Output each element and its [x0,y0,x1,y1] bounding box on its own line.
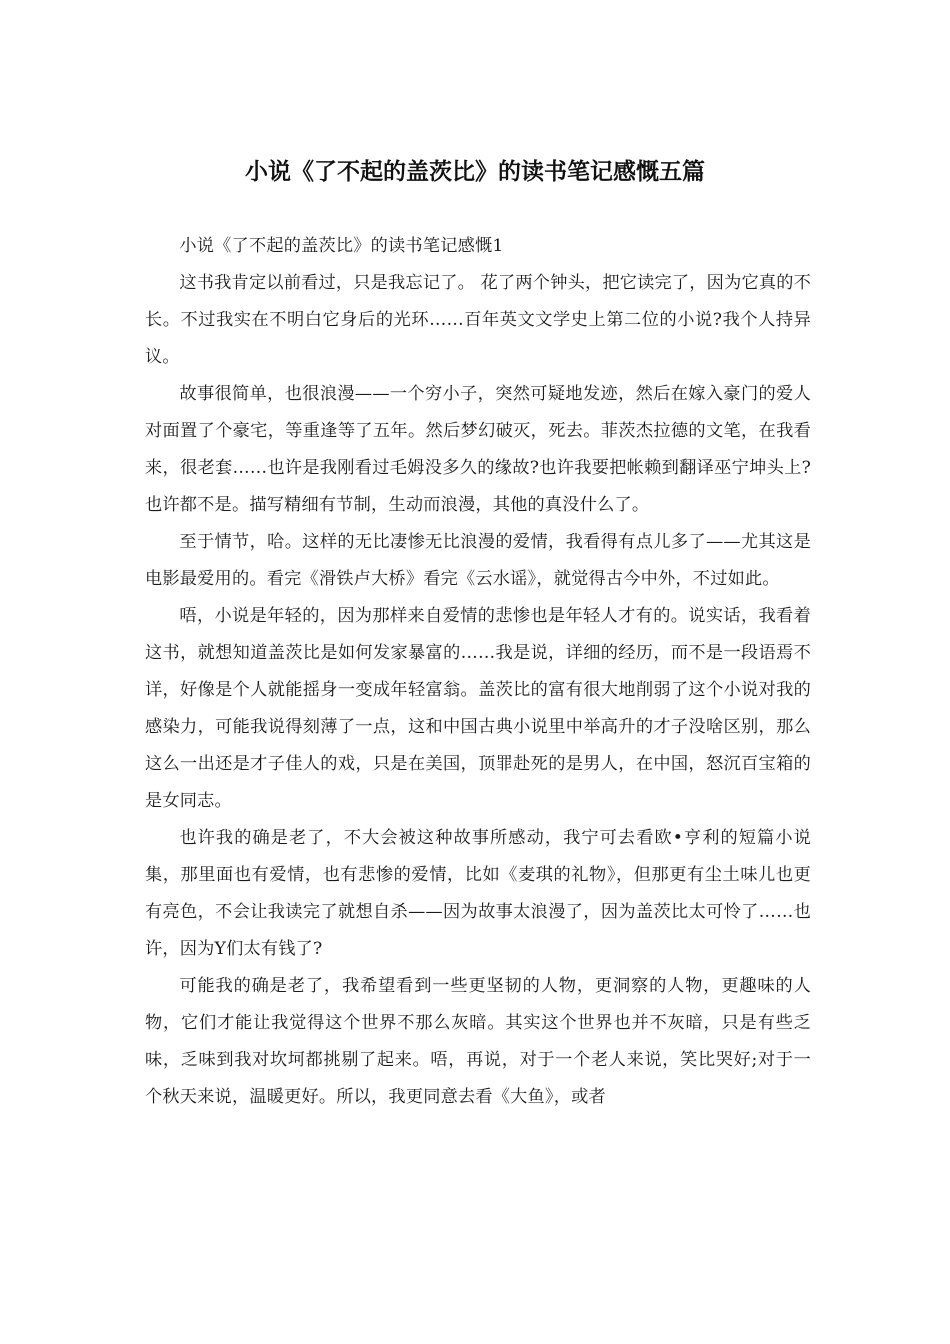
document-body [145,228,811,1116]
paragraph: 这书我肯定以前看过，只是我忘记了。 花了两个钟头，把它读完了，因为它真的不长。不过我实在不明白它身后的光环……百年英文文学史上第二位的小说?我个人持异议。 [145,273,812,367]
paragraph-heading-1: 小说《了不起的盖茨比》的读书笔记感慨1 [179,236,504,256]
paragraph: 故事很简单，也很浪漫——一个穷小子，突然可疑地发迹，然后在嫁入豪门的爱人对面置了个豪宅，等重逢等了五年。然后梦幻破灭，死去。菲茨杰拉德的文笔，在我看来，很老套……也许是我刚看过毛姆没多久的缘故?也许我要把帐赖到翻译巫宁坤头上?也许都不是。描写精细有节制，生动而浪漫，其他的真没什么了。 [145,384,811,515]
paragraph: 至于情节，哈。这样的无比凄惨无比浪漫的爱情，我看得有点儿多了——尤其这是电影最爱用的。看完《滑铁卢大桥》看完《云水谣》，就觉得古今中外，不过如此。 [145,532,811,589]
document-title: 小说《了不起的盖茨比》的读书笔记感慨五篇 [245,159,705,185]
paragraph: 也许我的确是老了，不大会被这种故事所感动，我宁可去看欧•亨利的短篇小说集，那里面也有爱情，也有悲惨的爱情，比如《麦琪的礼物》，但那更有尘土味儿也更有亮色，不会让我读完了就想自杀——因为故事太浪漫了，因为盖茨比太可怜了……也许，因为Y们太有钱了? [145,828,811,959]
paragraph: 唔，小说是年轻的，因为那样来自爱情的悲惨也是年轻人才有的。说实话，我看着这书，就想知道盖茨比是如何发家暴富的……我是说，详细的经历，而不是一段语焉不详，好像是个人就能摇身一变成年轻富翁。盖茨比的富有很大地削弱了这个小说对我的感染力，可能我说得刻薄了一点，这和中国古典小说里中举高升的才子没啥区别，那么这么一出还是才子佳人的戏，只是在美国，顶罪赴死的是男人，在中国，怒沉百宝箱的是女同志。 [145,606,811,811]
paragraph: 可能我的确是老了，我希望看到一些更坚韧的人物，更洞察的人物，更趣味的人物，它们才能让我觉得这个世界不那么灰暗。其实这个世界也并不灰暗，只是有些乏味，乏味到我对坎坷都挑剔了起来。唔，再说，对于一个老人来说，笑比哭好;对于一个秋天来说，温暖更好。所以，我更同意去看《大鱼》，或者 [145,976,811,1107]
